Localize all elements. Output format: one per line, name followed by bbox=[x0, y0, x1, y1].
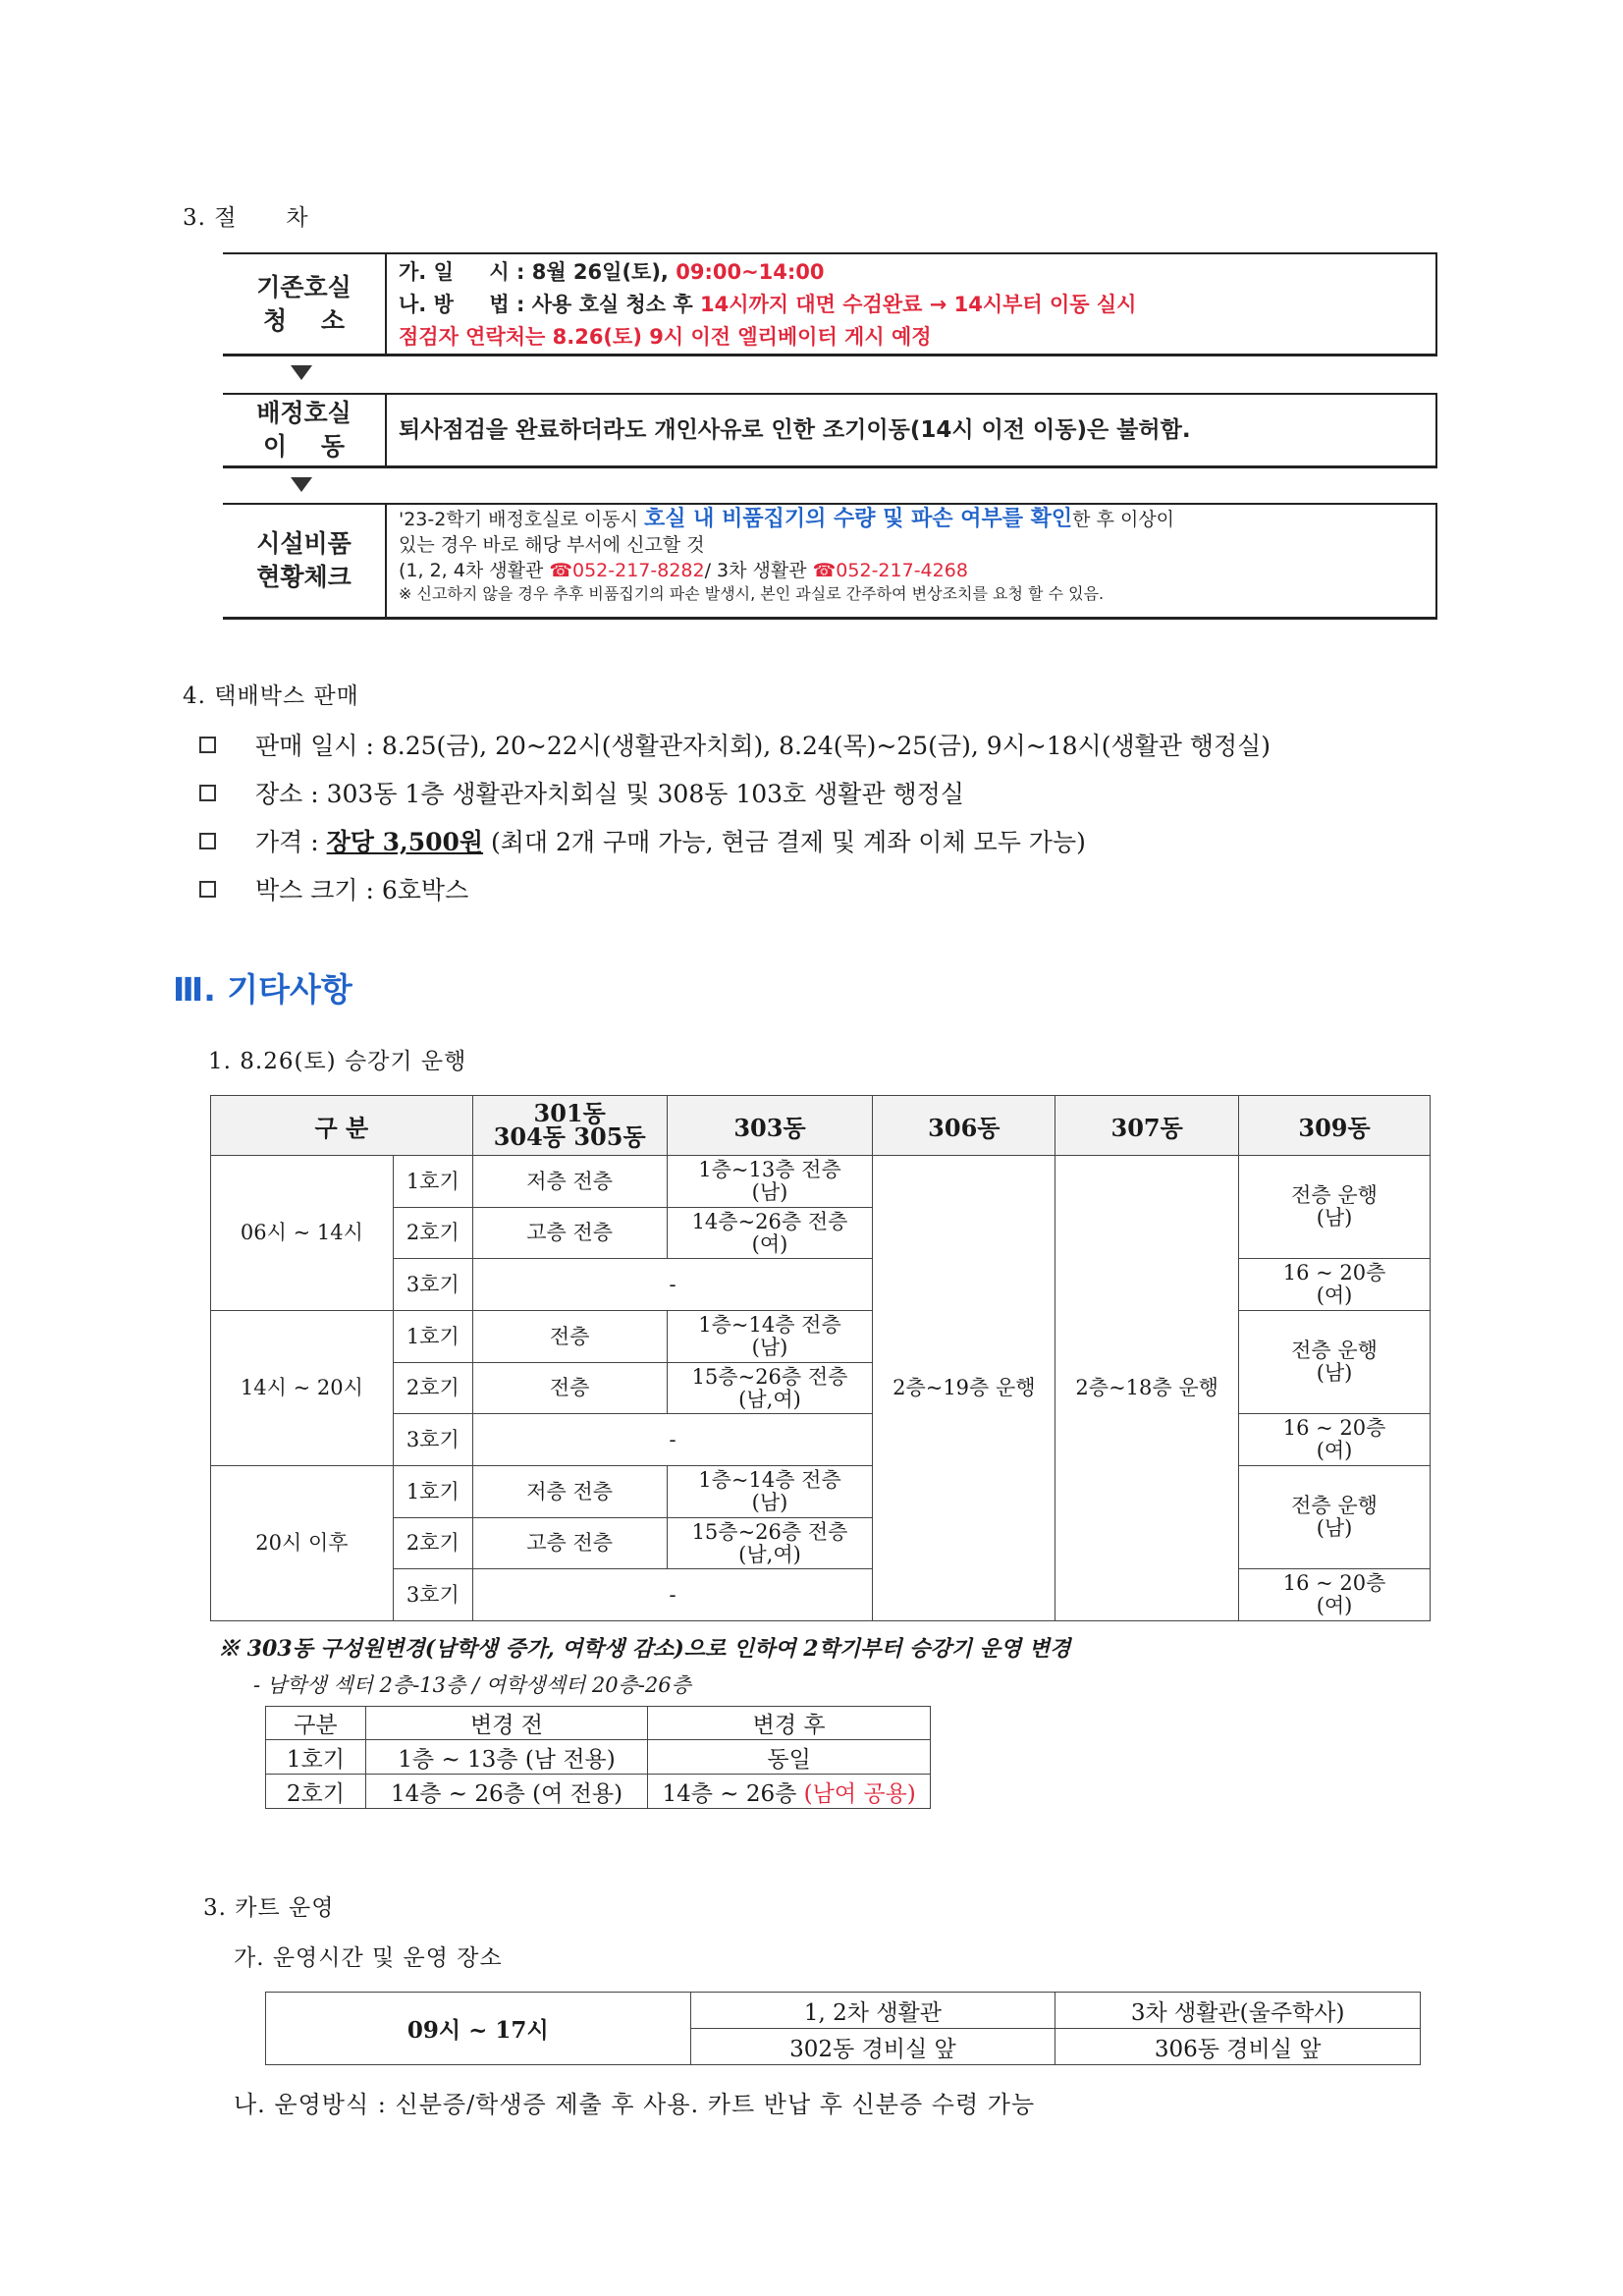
cell-309 bbox=[1239, 1569, 1431, 1621]
cell-line: (남,여) bbox=[738, 1542, 801, 1566]
table-row bbox=[211, 1156, 1431, 1208]
table-row bbox=[211, 1311, 1431, 1363]
after-cell bbox=[648, 1775, 931, 1809]
list-item-text: 판매 일시 : 8.25(금), 20~22시(생활관자치회), 8.24(목)~25(금), 9시~18시(생활관 행정실) bbox=[255, 732, 1271, 760]
cell-line: (여) bbox=[1316, 1594, 1353, 1617]
step-label-line: 기존호실 bbox=[256, 272, 352, 301]
cell-line: 15층~26층 전층 bbox=[691, 1519, 848, 1544]
cell-309 bbox=[1239, 1414, 1431, 1466]
col-header: 구분 bbox=[266, 1707, 366, 1740]
list-item-text: (최대 2개 구매 가능, 현금 결제 및 계좌 이체 모두 가능) bbox=[483, 828, 1086, 856]
cell-line: 1층~14층 전층 bbox=[698, 1468, 841, 1492]
table-row bbox=[211, 1466, 1431, 1518]
step-label-line: 현황체크 bbox=[256, 563, 352, 591]
cell-line: (남) bbox=[751, 1336, 788, 1359]
step-label-line: 이 동 bbox=[262, 432, 346, 461]
cell-line: (여) bbox=[1316, 1439, 1353, 1462]
checkbox-icon bbox=[199, 785, 216, 801]
cell-309 bbox=[1239, 1259, 1431, 1311]
table-row bbox=[266, 1993, 1421, 2029]
cell-line: 전층 운행 bbox=[1291, 1339, 1378, 1362]
cart-subheading: 가. 운영시간 및 운영 장소 bbox=[234, 1945, 503, 1971]
cell-303 bbox=[667, 1518, 873, 1569]
list-item bbox=[199, 823, 1086, 858]
cell-303 bbox=[667, 1156, 873, 1208]
step-text: 가. 일 시 : 8월 26일(토), bbox=[399, 260, 676, 284]
phone-number: ☎052-217-4268 bbox=[812, 560, 968, 581]
col-header-306: 306동 bbox=[873, 1096, 1055, 1156]
after-highlight: (남여 공용) bbox=[803, 1780, 916, 1807]
cell-empty: - bbox=[472, 1259, 873, 1311]
cell-line: 16 ~ 20층 bbox=[1282, 1416, 1386, 1440]
step-line bbox=[399, 558, 1424, 583]
step-label bbox=[223, 254, 387, 354]
col-header-307: 307동 bbox=[1055, 1096, 1239, 1156]
section-title: Ⅲ. 기타사항 bbox=[173, 970, 352, 1009]
step-text: '23-2학기 배정호실로 이동시 bbox=[399, 509, 645, 530]
header-line: 304동 305동 bbox=[493, 1122, 646, 1151]
cell-line: 14층~26층 전층 bbox=[691, 1209, 848, 1233]
procedure-heading: 3. 절 차 bbox=[183, 205, 309, 231]
step-note: ※ 신고하지 않을 경우 추후 비품집기의 파손 발생시, 본인 과실로 간주하여 변상조치를 요청 할 수 있음. bbox=[399, 584, 1105, 603]
procedure-step-move bbox=[223, 393, 1437, 468]
step-contact-note: 점검자 연락처는 8.26(토) 9시 이전 엘리베이터 게시 예정 bbox=[399, 325, 932, 349]
col-header: 변경 전 bbox=[365, 1707, 647, 1740]
step-highlight: 호실 내 비품집기의 수량 및 파손 여부를 확인 bbox=[644, 507, 1073, 531]
checkbox-icon bbox=[199, 833, 216, 849]
cell-306: 2층~19층 운행 bbox=[873, 1156, 1055, 1621]
price-value: 장당 3,500원 bbox=[326, 828, 484, 856]
cell-301: 고층 전층 bbox=[472, 1518, 667, 1569]
location-cell: 302동 경비실 앞 bbox=[690, 2029, 1055, 2065]
cell-301: 전층 bbox=[472, 1311, 667, 1363]
list-item bbox=[199, 871, 468, 906]
cell-line: 16 ~ 20층 bbox=[1282, 1261, 1386, 1285]
cart-heading: 3. 카트 운영 bbox=[203, 1895, 335, 1921]
change-table bbox=[265, 1706, 931, 1809]
cell-309 bbox=[1239, 1156, 1431, 1259]
unit-cell: 2호기 bbox=[393, 1208, 472, 1259]
header-line: 301동 bbox=[533, 1099, 606, 1127]
cell-empty: - bbox=[472, 1414, 873, 1466]
table-row bbox=[211, 1569, 1431, 1621]
col-header-301 bbox=[472, 1096, 667, 1156]
step-label bbox=[223, 505, 387, 617]
step-text: 나. 방 법 : 사용 호실 청소 후 bbox=[399, 293, 700, 316]
unit-cell: 2호기 bbox=[266, 1775, 366, 1809]
unit-cell: 1호기 bbox=[393, 1311, 472, 1363]
checkbox-icon bbox=[199, 881, 216, 898]
cell-line: 전층 운행 bbox=[1291, 1183, 1378, 1207]
step-body bbox=[387, 505, 1435, 617]
procedure-step-check bbox=[223, 503, 1437, 620]
col-header: 3차 생활관(울주학사) bbox=[1055, 1993, 1421, 2029]
step-label bbox=[223, 395, 387, 465]
cart-method: 나. 운영방식 : 신분증/학생증 제출 후 사용. 카트 반납 후 신분증 수령 가능 bbox=[234, 2091, 1036, 2118]
list-item-text: 가격 : bbox=[255, 828, 327, 856]
unit-cell: 3호기 bbox=[393, 1259, 472, 1311]
location-cell: 306동 경비실 앞 bbox=[1055, 2029, 1421, 2065]
after-text: 14층 ~ 26층 bbox=[662, 1780, 804, 1807]
elevator-heading: 1. 8.26(토) 승강기 운행 bbox=[208, 1049, 467, 1074]
step-line: 있는 경우 바로 해당 부서에 신고할 것 bbox=[399, 534, 705, 556]
col-header-303: 303동 bbox=[667, 1096, 873, 1156]
cell-line: (남) bbox=[1316, 1206, 1353, 1230]
unit-cell: 2호기 bbox=[393, 1363, 472, 1414]
table-row bbox=[266, 1775, 931, 1809]
step-label-line: 시설비품 bbox=[256, 529, 352, 558]
step-line bbox=[399, 288, 1424, 321]
before-cell: 14층 ~ 26층 (여 전용) bbox=[365, 1775, 647, 1809]
cell-301: 전층 bbox=[472, 1363, 667, 1414]
list-item bbox=[199, 727, 1271, 762]
procedure-step-cleaning bbox=[223, 252, 1437, 356]
list-item-text: 박스 크기 : 6호박스 bbox=[255, 876, 469, 904]
time-cell: 14시 ~ 20시 bbox=[211, 1311, 394, 1466]
cell-303 bbox=[667, 1311, 873, 1363]
table-row bbox=[211, 1414, 1431, 1466]
table-header-row bbox=[266, 1707, 931, 1740]
elevator-table bbox=[210, 1095, 1431, 1621]
cell-307: 2층~18층 운행 bbox=[1055, 1156, 1239, 1621]
list-item bbox=[199, 775, 964, 810]
down-arrow-icon bbox=[291, 477, 312, 492]
note-303-title: ※ 303동 구성원변경(남학생 증가, 여학생 감소)으로 인하여 2학기부터 승강기 운영 변경 bbox=[218, 1636, 1071, 1662]
step-text: / 3차 생활관 bbox=[704, 560, 813, 581]
step-highlight: 14시까지 대면 수검완료 → 14시부터 이동 실시 bbox=[699, 293, 1137, 316]
cell-303 bbox=[667, 1363, 873, 1414]
before-cell: 1층 ~ 13층 (남 전용) bbox=[365, 1740, 647, 1775]
step-line bbox=[399, 507, 1424, 532]
time-cell: 06시 ~ 14시 bbox=[211, 1156, 394, 1311]
cell-line: 1층~14층 전층 bbox=[698, 1313, 841, 1337]
cell-line: (남) bbox=[751, 1180, 788, 1204]
unit-cell: 1호기 bbox=[393, 1156, 472, 1208]
col-header: 변경 후 bbox=[648, 1707, 931, 1740]
unit-cell: 3호기 bbox=[393, 1569, 472, 1621]
step-body bbox=[387, 254, 1435, 354]
table-header-row bbox=[211, 1096, 1431, 1156]
step-text: 한 후 이상이 bbox=[1072, 509, 1175, 530]
cell-line: (남) bbox=[1316, 1516, 1353, 1540]
list-item-text: 장소 : 303동 1층 생활관자치회실 및 308동 103호 생활관 행정실 bbox=[255, 780, 965, 808]
cell-301: 저층 전층 bbox=[472, 1156, 667, 1208]
cell-301: 고층 전층 bbox=[472, 1208, 667, 1259]
cart-table bbox=[265, 1992, 1421, 2065]
note-303-sub: - 남학생 섹터 2층-13층 / 여학생섹터 20층-26층 bbox=[253, 1673, 691, 1697]
unit-cell: 1호기 bbox=[393, 1466, 472, 1518]
cell-line: 15층~26층 전층 bbox=[691, 1364, 848, 1389]
down-arrow-icon bbox=[291, 365, 312, 380]
step-body bbox=[387, 395, 1435, 465]
cell-303 bbox=[667, 1466, 873, 1518]
cell-line: (여) bbox=[1316, 1284, 1353, 1307]
step-label-line: 청 소 bbox=[262, 305, 346, 335]
checkbox-icon bbox=[199, 737, 216, 753]
box-sale-heading: 4. 택배박스 판매 bbox=[183, 683, 359, 709]
col-header: 1, 2차 생활관 bbox=[690, 1993, 1055, 2029]
cell-line: 1층~13층 전층 bbox=[698, 1158, 841, 1181]
table-row bbox=[211, 1259, 1431, 1311]
col-header-category: 구 분 bbox=[211, 1096, 473, 1156]
cell-line: (여) bbox=[751, 1231, 788, 1256]
cell-line: (남) bbox=[751, 1491, 788, 1514]
cell-line: 16 ~ 20층 bbox=[1282, 1571, 1386, 1595]
after-cell: 동일 bbox=[648, 1740, 931, 1775]
step-warning: 퇴사점검을 완료하더라도 개인사유로 인한 조기이동(14시 이전 이동)은 불허함. bbox=[399, 417, 1191, 443]
cell-line: (남) bbox=[1316, 1361, 1353, 1385]
step-time: 09:00~14:00 bbox=[676, 260, 825, 284]
cell-line: 전층 운행 bbox=[1291, 1494, 1378, 1517]
cell-empty: - bbox=[472, 1569, 873, 1621]
step-text: (1, 2, 4차 생활관 bbox=[399, 560, 550, 581]
unit-cell: 1호기 bbox=[266, 1740, 366, 1775]
phone-number: ☎052-217-8282 bbox=[549, 560, 705, 581]
cell-301: 저층 전층 bbox=[472, 1466, 667, 1518]
cell-line: (남,여) bbox=[738, 1387, 801, 1411]
unit-cell: 2호기 bbox=[393, 1518, 472, 1569]
cart-time-cell: 09시 ~ 17시 bbox=[266, 1993, 691, 2065]
cell-309 bbox=[1239, 1466, 1431, 1569]
step-line bbox=[399, 256, 1424, 288]
unit-cell: 3호기 bbox=[393, 1414, 472, 1466]
col-header-309: 309동 bbox=[1239, 1096, 1431, 1156]
table-row bbox=[266, 1740, 931, 1775]
cell-309 bbox=[1239, 1311, 1431, 1414]
time-cell: 20시 이후 bbox=[211, 1466, 394, 1621]
cell-303 bbox=[667, 1208, 873, 1259]
step-label-line: 배정호실 bbox=[256, 399, 352, 427]
